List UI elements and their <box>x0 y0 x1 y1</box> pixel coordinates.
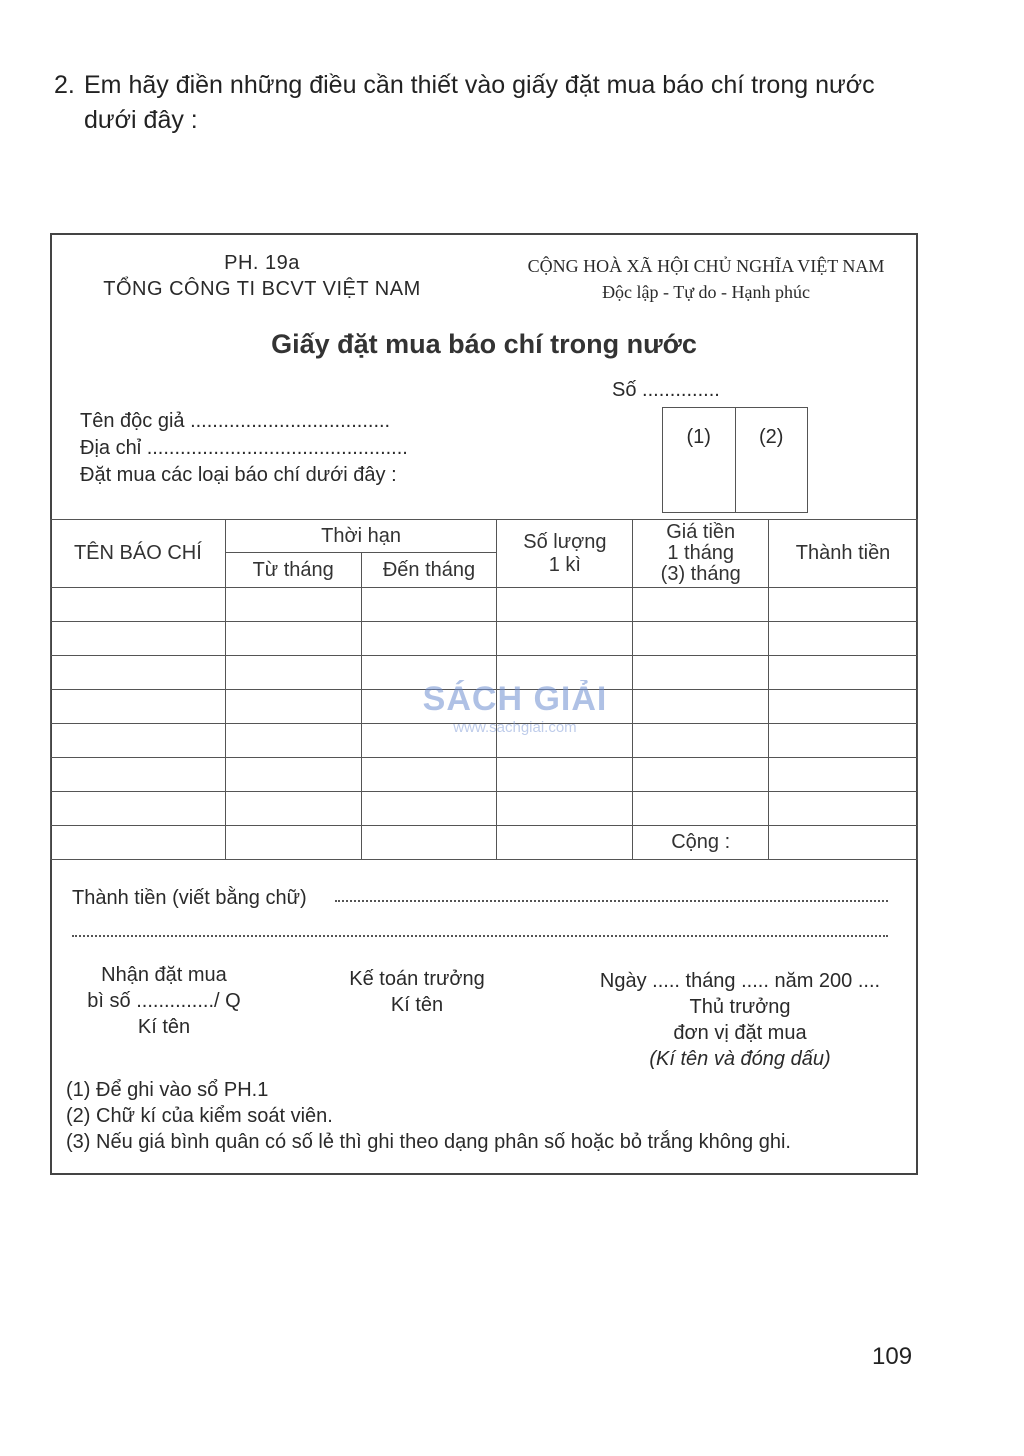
cell[interactable] <box>497 622 633 656</box>
cell[interactable] <box>361 792 497 826</box>
cell[interactable] <box>225 724 361 758</box>
cell[interactable] <box>769 758 918 792</box>
receiver-sign-label: Kí tên <box>137 1016 191 1038</box>
receiver-title: Nhận đặt mua <box>101 964 227 986</box>
header-price <box>633 520 769 588</box>
cell[interactable] <box>51 622 226 656</box>
cell[interactable] <box>497 758 633 792</box>
date-field[interactable]: Ngày ..... tháng ..... năm 200 .... <box>599 970 881 992</box>
question-text-line1: Em hãy điền những điều cần thiết vào giấy đặt mua báo chí trong nước <box>84 71 875 99</box>
header-name: TÊN BÁO CHÍ <box>51 520 226 588</box>
accountant-title: Kế toán trưởng <box>349 968 485 990</box>
watermark-logo <box>410 680 620 736</box>
cell[interactable] <box>769 588 918 622</box>
cell[interactable] <box>769 690 918 724</box>
table-row <box>51 758 918 792</box>
form-number-field[interactable]: Số .............. <box>612 379 720 401</box>
order-line: Đặt mua các loại báo chí dưới đây : <box>80 464 397 486</box>
header-to-month: Đến tháng <box>361 553 497 588</box>
cell[interactable] <box>633 690 769 724</box>
written-total-field[interactable] <box>335 900 888 902</box>
cell[interactable] <box>633 656 769 690</box>
cell[interactable] <box>225 792 361 826</box>
cell[interactable] <box>769 622 918 656</box>
table-total-row <box>51 826 918 860</box>
head-title: Thủ trưởng <box>689 996 791 1018</box>
country-name: CỘNG HOÀ XÃ HỘI CHỦ NGHĨA VIỆT NAM <box>527 256 885 276</box>
cell[interactable] <box>225 588 361 622</box>
address-field[interactable]: Địa chỉ ............................................... <box>80 437 408 459</box>
cell[interactable] <box>225 690 361 724</box>
cell[interactable] <box>361 588 497 622</box>
header-quantity-line1: Số lượng <box>523 530 607 553</box>
footnote-1: (1) Để ghi vào sổ PH.1 <box>66 1079 269 1101</box>
cell[interactable] <box>633 588 769 622</box>
question-text-line2: dưới đây : <box>84 106 198 134</box>
box-2[interactable]: (2) <box>759 426 784 448</box>
cell[interactable] <box>497 826 633 860</box>
footnote-3: (3) Nếu giá bình quân có số lẻ thì ghi theo dạng phân số hoặc bỏ trắng không ghi. <box>66 1131 791 1153</box>
head-unit: đơn vị đặt mua <box>673 1022 807 1044</box>
table-row <box>51 588 918 622</box>
form-title: Giấy đặt mua báo chí trong nước <box>271 329 697 359</box>
cell[interactable] <box>633 622 769 656</box>
table-row <box>51 622 918 656</box>
envelope-number-field[interactable]: bì số ............../ Q <box>87 990 241 1012</box>
head-signature-block <box>580 968 900 1072</box>
accountant-sign-label: Kí tên <box>390 994 444 1016</box>
written-total-label: Thành tiền (viết bằng chữ) <box>72 887 307 909</box>
cell[interactable] <box>361 826 497 860</box>
header-quantity <box>497 520 633 588</box>
question-number: 2. <box>54 71 75 99</box>
national-motto: Độc lập - Tự do - Hạnh phúc <box>602 282 810 302</box>
header-period: Thời hạn <box>225 520 497 553</box>
header-price-line2: 1 tháng <box>667 542 735 564</box>
watermark-url: www.sachgiai.com <box>453 719 577 736</box>
footnotes <box>66 1077 791 1155</box>
header-price-line3: (3) tháng <box>660 563 741 585</box>
page-number: 109 <box>872 1343 913 1370</box>
total-value-cell[interactable] <box>769 826 918 860</box>
cell[interactable] <box>225 656 361 690</box>
cell[interactable] <box>769 724 918 758</box>
accountant-signature-block <box>332 966 502 1018</box>
cell[interactable] <box>51 690 226 724</box>
reader-name-field[interactable]: Tên độc giả .................................... <box>80 410 391 432</box>
footnote-2: (2) Chữ kí của kiểm soát viên. <box>66 1105 333 1127</box>
cell[interactable] <box>633 724 769 758</box>
form-code: PH. 19a <box>224 252 300 274</box>
cell[interactable] <box>51 792 226 826</box>
head-sign-note: (Kí tên và đóng dấu) <box>649 1048 831 1070</box>
receiver-signature-block <box>74 962 254 1040</box>
header-total: Thành tiền <box>769 520 918 588</box>
header-quantity-line2: 1 kì <box>548 553 581 576</box>
cell[interactable] <box>769 656 918 690</box>
total-label: Cộng : <box>633 826 769 860</box>
cell[interactable] <box>497 588 633 622</box>
cell[interactable] <box>361 758 497 792</box>
cell[interactable] <box>51 758 226 792</box>
cell[interactable] <box>51 588 226 622</box>
written-total-field-line2[interactable] <box>72 935 888 937</box>
cell[interactable] <box>51 724 226 758</box>
control-boxes <box>662 407 808 513</box>
cell[interactable] <box>769 792 918 826</box>
cell[interactable] <box>51 826 226 860</box>
cell[interactable] <box>633 758 769 792</box>
table-row <box>51 792 918 826</box>
cell[interactable] <box>497 792 633 826</box>
box-1[interactable]: (1) <box>663 408 736 512</box>
reader-info <box>80 408 408 489</box>
company-name: TỔNG CÔNG TI BCVT VIỆT NAM <box>103 278 421 300</box>
header-from-month: Từ tháng <box>225 553 361 588</box>
cell[interactable] <box>225 622 361 656</box>
cell[interactable] <box>361 622 497 656</box>
cell[interactable] <box>225 758 361 792</box>
cell[interactable] <box>51 656 226 690</box>
form-header-left <box>52 250 472 302</box>
header-price-line1: Giá tiền <box>666 521 736 543</box>
cell[interactable] <box>633 792 769 826</box>
watermark-brand: SÁCH GIẢI <box>422 680 608 718</box>
form-header-right <box>506 253 906 305</box>
cell[interactable] <box>225 826 361 860</box>
question <box>54 68 954 138</box>
